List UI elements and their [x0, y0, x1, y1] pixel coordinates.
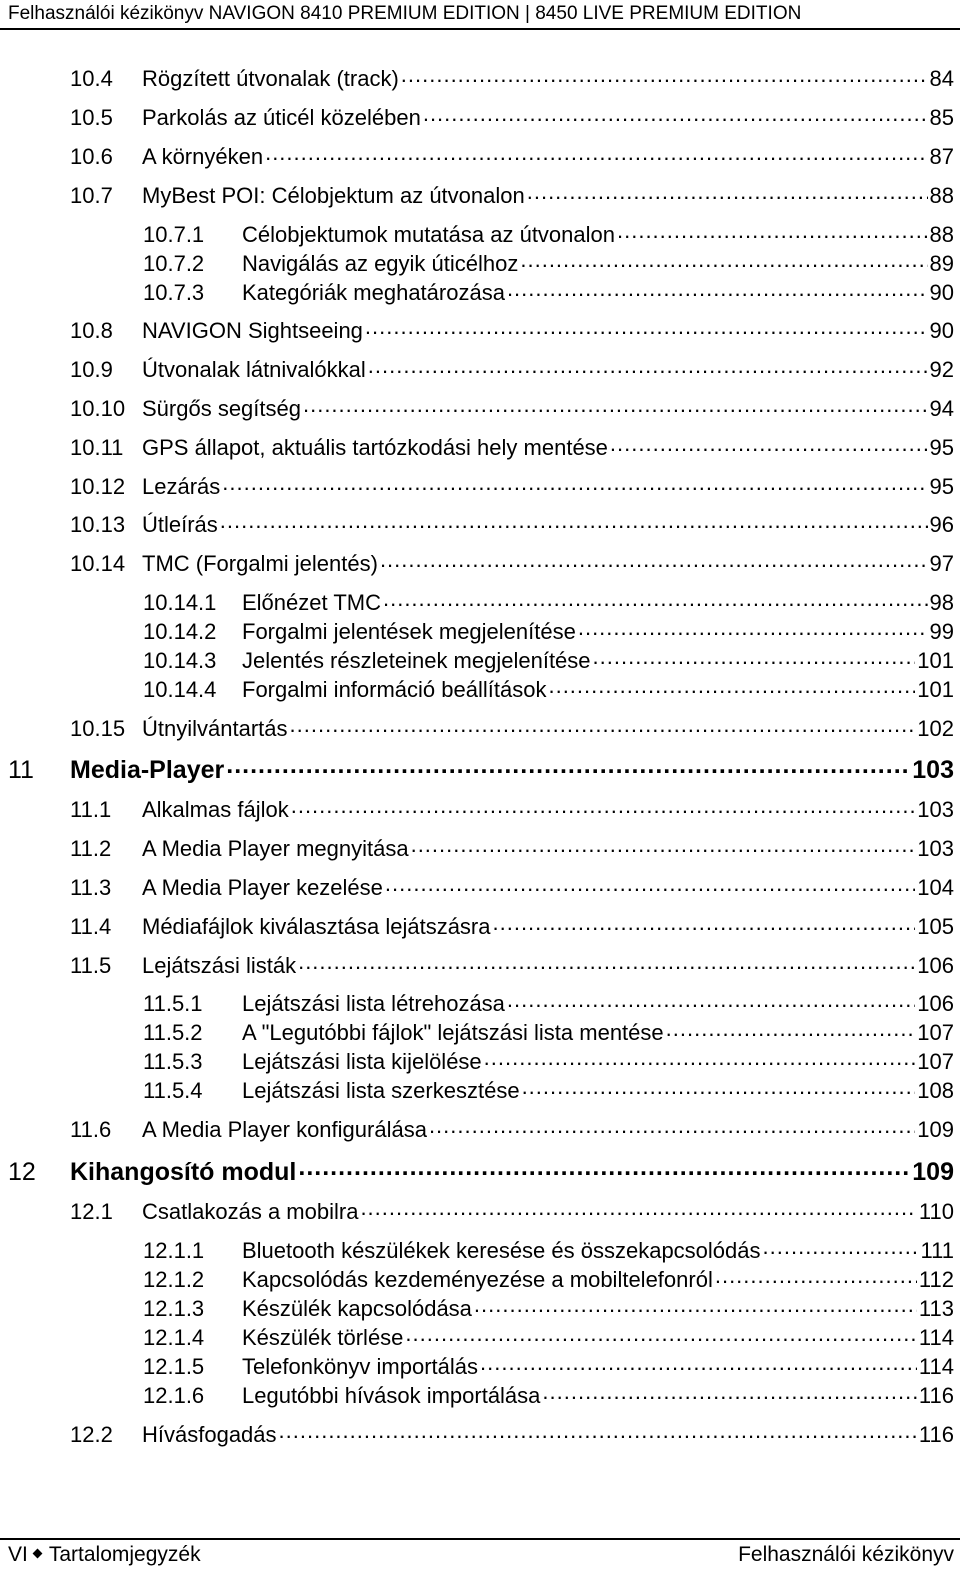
- dot-leader: [507, 989, 915, 1011]
- toc-page-number: 107: [917, 1020, 954, 1045]
- toc-page-number: 102: [917, 716, 954, 741]
- toc-title: GPS állapot, aktuális tartózkodási hely mentése: [142, 435, 608, 460]
- toc-title: Lezárás: [142, 474, 221, 499]
- toc-entry[interactable]: [70, 355, 954, 383]
- dot-leader: [493, 912, 916, 934]
- toc-entry[interactable]: [70, 510, 954, 538]
- toc-number: 10.7.1: [143, 222, 205, 247]
- dot-leader: [429, 1115, 915, 1137]
- toc-title: Sürgős segítség: [142, 396, 301, 421]
- toc-page-number: 111: [920, 1238, 954, 1263]
- toc-page-number: 95: [929, 435, 954, 460]
- toc-page-number: 106: [917, 991, 954, 1016]
- toc-title: Parkolás az úticél közelében: [142, 105, 421, 130]
- toc-title: Bluetooth készülékek keresése és összekapcsolódás: [242, 1238, 761, 1263]
- toc-entry[interactable]: [70, 873, 954, 901]
- toc-entry[interactable]: [143, 1265, 954, 1293]
- dot-leader: [542, 1381, 917, 1403]
- toc-page-number: 94: [929, 396, 954, 421]
- toc-number: 10.8: [70, 318, 113, 343]
- toc-entry[interactable]: [143, 1352, 954, 1380]
- toc-title: Forgalmi jelentések megjelenítése: [242, 619, 576, 644]
- toc-entry[interactable]: [70, 1197, 954, 1225]
- toc-number: 10.14.1: [143, 590, 217, 615]
- toc-page-number: 99: [929, 619, 954, 644]
- toc-page-number: 95: [929, 474, 954, 499]
- toc-entry[interactable]: [70, 181, 954, 209]
- toc-number: 10.7: [70, 183, 113, 208]
- toc-entry[interactable]: [143, 220, 954, 248]
- toc-title: Rögzített útvonalak (track): [142, 66, 399, 91]
- toc-number: 11.2: [70, 836, 112, 861]
- dot-leader: [405, 1323, 917, 1345]
- toc-number: 10.4: [70, 66, 113, 91]
- toc-number: 12.1.2: [143, 1267, 205, 1292]
- toc-page-number: 88: [929, 222, 954, 247]
- toc-title: Legutóbbi hívások importálása: [242, 1383, 541, 1408]
- toc-number: 10.5: [70, 105, 113, 130]
- toc-title: Lejátszási lista szerkesztése: [242, 1078, 520, 1103]
- toc-page-number: 88: [929, 183, 954, 208]
- toc-entry[interactable]: [143, 989, 954, 1017]
- toc-title: Hívásfogadás: [142, 1422, 277, 1447]
- toc-page-number: 101: [917, 648, 954, 673]
- toc-entry[interactable]: [70, 394, 954, 422]
- dot-leader: [226, 753, 910, 778]
- toc-entry[interactable]: [143, 1381, 954, 1409]
- toc-number: 10.14.3: [143, 648, 217, 673]
- toc-page-number: 98: [929, 590, 954, 615]
- dot-leader: [279, 1420, 917, 1442]
- dot-leader: [383, 588, 928, 610]
- dot-leader: [480, 1352, 917, 1374]
- dot-leader: [411, 834, 916, 856]
- toc-number: 12.1.6: [143, 1383, 205, 1408]
- toc-number: 10.6: [70, 144, 113, 169]
- toc-page-number: 109: [912, 1158, 954, 1186]
- toc-page-number: 92: [929, 357, 954, 382]
- dot-leader: [763, 1236, 919, 1258]
- toc-title: Készülék kapcsolódása: [242, 1296, 472, 1321]
- toc-entry[interactable]: [70, 951, 954, 979]
- toc-page-number: 106: [917, 953, 954, 978]
- toc-entry[interactable]: [143, 1047, 954, 1075]
- toc-page-number: 116: [918, 1422, 954, 1447]
- toc-page-number: 90: [929, 280, 954, 305]
- toc-page-number: 89: [929, 251, 954, 276]
- toc-number: 11.5.3: [143, 1049, 203, 1074]
- dot-leader: [666, 1018, 916, 1040]
- page-number: VI: [8, 1543, 28, 1566]
- toc-title: A "Legutóbbi fájlok" lejátszási lista mentése: [242, 1020, 664, 1045]
- toc-title: Lejátszási lista kijelölése: [242, 1049, 482, 1074]
- toc-title: Útvonalak látnivalókkal: [142, 357, 366, 382]
- toc-title: Kategóriák meghatározása: [242, 280, 505, 305]
- toc-entry[interactable]: [143, 646, 954, 674]
- toc-number: 12.2: [70, 1422, 113, 1447]
- toc-page-number: 85: [929, 105, 954, 130]
- toc-number: 10.11: [70, 435, 124, 460]
- toc-number: 10.14.2: [143, 619, 217, 644]
- toc-entry[interactable]: [143, 1076, 954, 1104]
- dot-leader: [484, 1047, 916, 1069]
- toc-number: 10.7.2: [143, 251, 205, 276]
- toc-title: Előnézet TMC: [242, 590, 381, 615]
- toc-title: Útnyilvántartás: [142, 716, 288, 741]
- toc-entry[interactable]: [70, 549, 954, 577]
- toc-title: Kapcsolódás kezdeményezése a mobiltelefonról: [242, 1267, 713, 1292]
- toc-entry[interactable]: [143, 1294, 954, 1322]
- toc-number: 11: [8, 756, 34, 784]
- toc-entry[interactable]: [70, 834, 954, 862]
- toc-number: 10.14: [70, 551, 126, 576]
- toc-page-number: 114: [918, 1325, 954, 1350]
- toc-number: 11.4: [70, 914, 112, 939]
- toc-title: NAVIGON Sightseeing: [142, 318, 363, 343]
- diamond-icon: [32, 1549, 42, 1559]
- toc-page-number: 103: [917, 797, 954, 822]
- toc-number: 10.9: [70, 357, 113, 382]
- toc-title: Lejátszási listák: [142, 953, 297, 978]
- toc-title: Media-Player: [70, 756, 225, 784]
- dot-leader: [365, 316, 928, 338]
- toc-number: 10.14.4: [143, 677, 217, 702]
- toc-entry[interactable]: [70, 795, 954, 823]
- dot-leader: [522, 1076, 916, 1098]
- toc-number: 10.12: [70, 474, 126, 499]
- toc-page-number: 109: [917, 1117, 954, 1142]
- toc-title: A környéken: [142, 144, 264, 169]
- toc-title: Navigálás az egyik úticélhoz: [242, 251, 519, 276]
- toc-number: 11.5: [70, 953, 112, 978]
- toc-chapter[interactable]: [8, 753, 954, 785]
- toc-entry[interactable]: [143, 588, 954, 616]
- dot-leader: [610, 433, 928, 455]
- dot-leader: [593, 646, 916, 668]
- toc-number: 12: [8, 1158, 36, 1186]
- toc-title: Médiafájlok kiválasztása lejátszásra: [142, 914, 491, 939]
- toc-title: Forgalmi információ beállítások: [242, 677, 547, 702]
- footer-right: Felhasználói kézikönyv: [738, 1543, 954, 1566]
- toc-title: Útleírás: [142, 512, 218, 537]
- toc-entry[interactable]: [70, 1115, 954, 1143]
- dot-leader: [291, 795, 916, 817]
- toc-entry[interactable]: [70, 714, 954, 742]
- dot-leader: [290, 714, 916, 736]
- dot-leader: [507, 278, 928, 300]
- toc-title: Csatlakozás a mobilra: [142, 1199, 359, 1224]
- toc-entry[interactable]: [70, 316, 954, 344]
- toc-entry[interactable]: [143, 617, 954, 645]
- dot-leader: [715, 1265, 917, 1287]
- toc-number: 10.10: [70, 396, 126, 421]
- toc-page-number: 114: [918, 1354, 954, 1379]
- toc-page-number: 90: [929, 318, 954, 343]
- dot-leader: [548, 675, 915, 697]
- toc-title: Kihangosító modul: [70, 1158, 297, 1186]
- dot-leader: [265, 142, 927, 164]
- toc-title: A Media Player konfigurálása: [142, 1117, 427, 1142]
- toc-title: Alkalmas fájlok: [142, 797, 289, 822]
- toc-entry[interactable]: [70, 433, 954, 461]
- toc-number: 10.13: [70, 512, 126, 537]
- toc-page-number: 112: [918, 1267, 954, 1292]
- toc-title: MyBest POI: Célobjektum az útvonalon: [142, 183, 525, 208]
- toc-number: 12.1.1: [143, 1238, 205, 1263]
- page-footer: [0, 1538, 960, 1571]
- toc-page-number: 84: [929, 66, 954, 91]
- dot-leader: [380, 549, 928, 571]
- dot-leader: [617, 220, 928, 242]
- toc-page-number: 108: [917, 1078, 954, 1103]
- toc-number: 10.7.3: [143, 280, 205, 305]
- dot-leader: [527, 181, 928, 203]
- running-header: Felhasználói kézikönyv NAVIGON 8410 PREMIUM EDITION | 8450 LIVE PREMIUM EDITION: [0, 0, 960, 30]
- dot-leader: [360, 1197, 916, 1219]
- toc-number: 11.5.1: [143, 991, 203, 1016]
- toc-number: 11.5.4: [143, 1078, 203, 1103]
- toc-number: 11.5.2: [143, 1020, 203, 1045]
- toc-entry[interactable]: [70, 142, 954, 170]
- toc-entry[interactable]: [143, 1236, 954, 1264]
- dot-leader: [298, 1155, 910, 1180]
- toc-page-number: 97: [929, 551, 954, 576]
- dot-leader: [578, 617, 928, 639]
- toc-page-number: 113: [918, 1296, 954, 1321]
- footer-left: [8, 1540, 201, 1570]
- dot-leader: [423, 103, 928, 125]
- dot-leader: [368, 355, 928, 377]
- footer-section: Tartalomjegyzék: [48, 1543, 201, 1566]
- toc-number: 11.6: [70, 1117, 112, 1142]
- toc-title: A Media Player megnyitása: [142, 836, 409, 861]
- dot-leader: [298, 951, 915, 973]
- toc-page-number: 105: [917, 914, 954, 939]
- toc-entry[interactable]: [70, 912, 954, 940]
- toc-title: Készülék törlése: [242, 1325, 404, 1350]
- toc-number: 10.15: [70, 716, 126, 741]
- toc-number: 12.1.3: [143, 1296, 205, 1321]
- toc-page-number: 101: [917, 677, 954, 702]
- toc-page-number: 87: [929, 144, 954, 169]
- toc-title: Lejátszási lista létrehozása: [242, 991, 505, 1016]
- toc-number: 11.1: [70, 797, 112, 822]
- toc-page-number: 116: [918, 1383, 954, 1408]
- toc-number: 12.1.5: [143, 1354, 205, 1379]
- toc-title: A Media Player kezelése: [142, 875, 383, 900]
- dot-leader: [520, 249, 927, 271]
- dot-leader: [401, 64, 928, 86]
- dot-leader: [222, 472, 927, 494]
- toc-title: Célobjektumok mutatása az útvonalon: [242, 222, 615, 247]
- toc-page-number: 104: [917, 875, 954, 900]
- toc-entry[interactable]: [70, 1420, 954, 1448]
- toc-page-number: 103: [912, 756, 954, 784]
- toc-entry[interactable]: [143, 675, 954, 703]
- dot-leader: [385, 873, 915, 895]
- toc-entry[interactable]: [143, 249, 954, 277]
- toc-number: 11.3: [70, 875, 112, 900]
- toc-title: TMC (Forgalmi jelentés): [142, 551, 378, 576]
- toc-entry[interactable]: [143, 1018, 954, 1046]
- toc-entry[interactable]: [143, 1323, 954, 1351]
- toc-number: 12.1.4: [143, 1325, 205, 1350]
- dot-leader: [303, 394, 928, 416]
- dot-leader: [474, 1294, 917, 1316]
- toc-number: 12.1: [70, 1199, 113, 1224]
- toc-entry[interactable]: [70, 472, 954, 500]
- toc-page-number: 103: [917, 836, 954, 861]
- toc-entry[interactable]: [143, 278, 954, 306]
- toc-title: Jelentés részleteinek megjelenítése: [242, 648, 591, 673]
- toc-entry[interactable]: [70, 103, 954, 131]
- toc-entry[interactable]: [70, 64, 954, 92]
- toc-title: Telefonkönyv importálás: [242, 1354, 479, 1379]
- toc-page-number: 110: [918, 1199, 954, 1224]
- toc-chapter[interactable]: [8, 1155, 954, 1187]
- dot-leader: [220, 510, 928, 532]
- toc-page-number: 96: [929, 512, 954, 537]
- toc-page-number: 107: [917, 1049, 954, 1074]
